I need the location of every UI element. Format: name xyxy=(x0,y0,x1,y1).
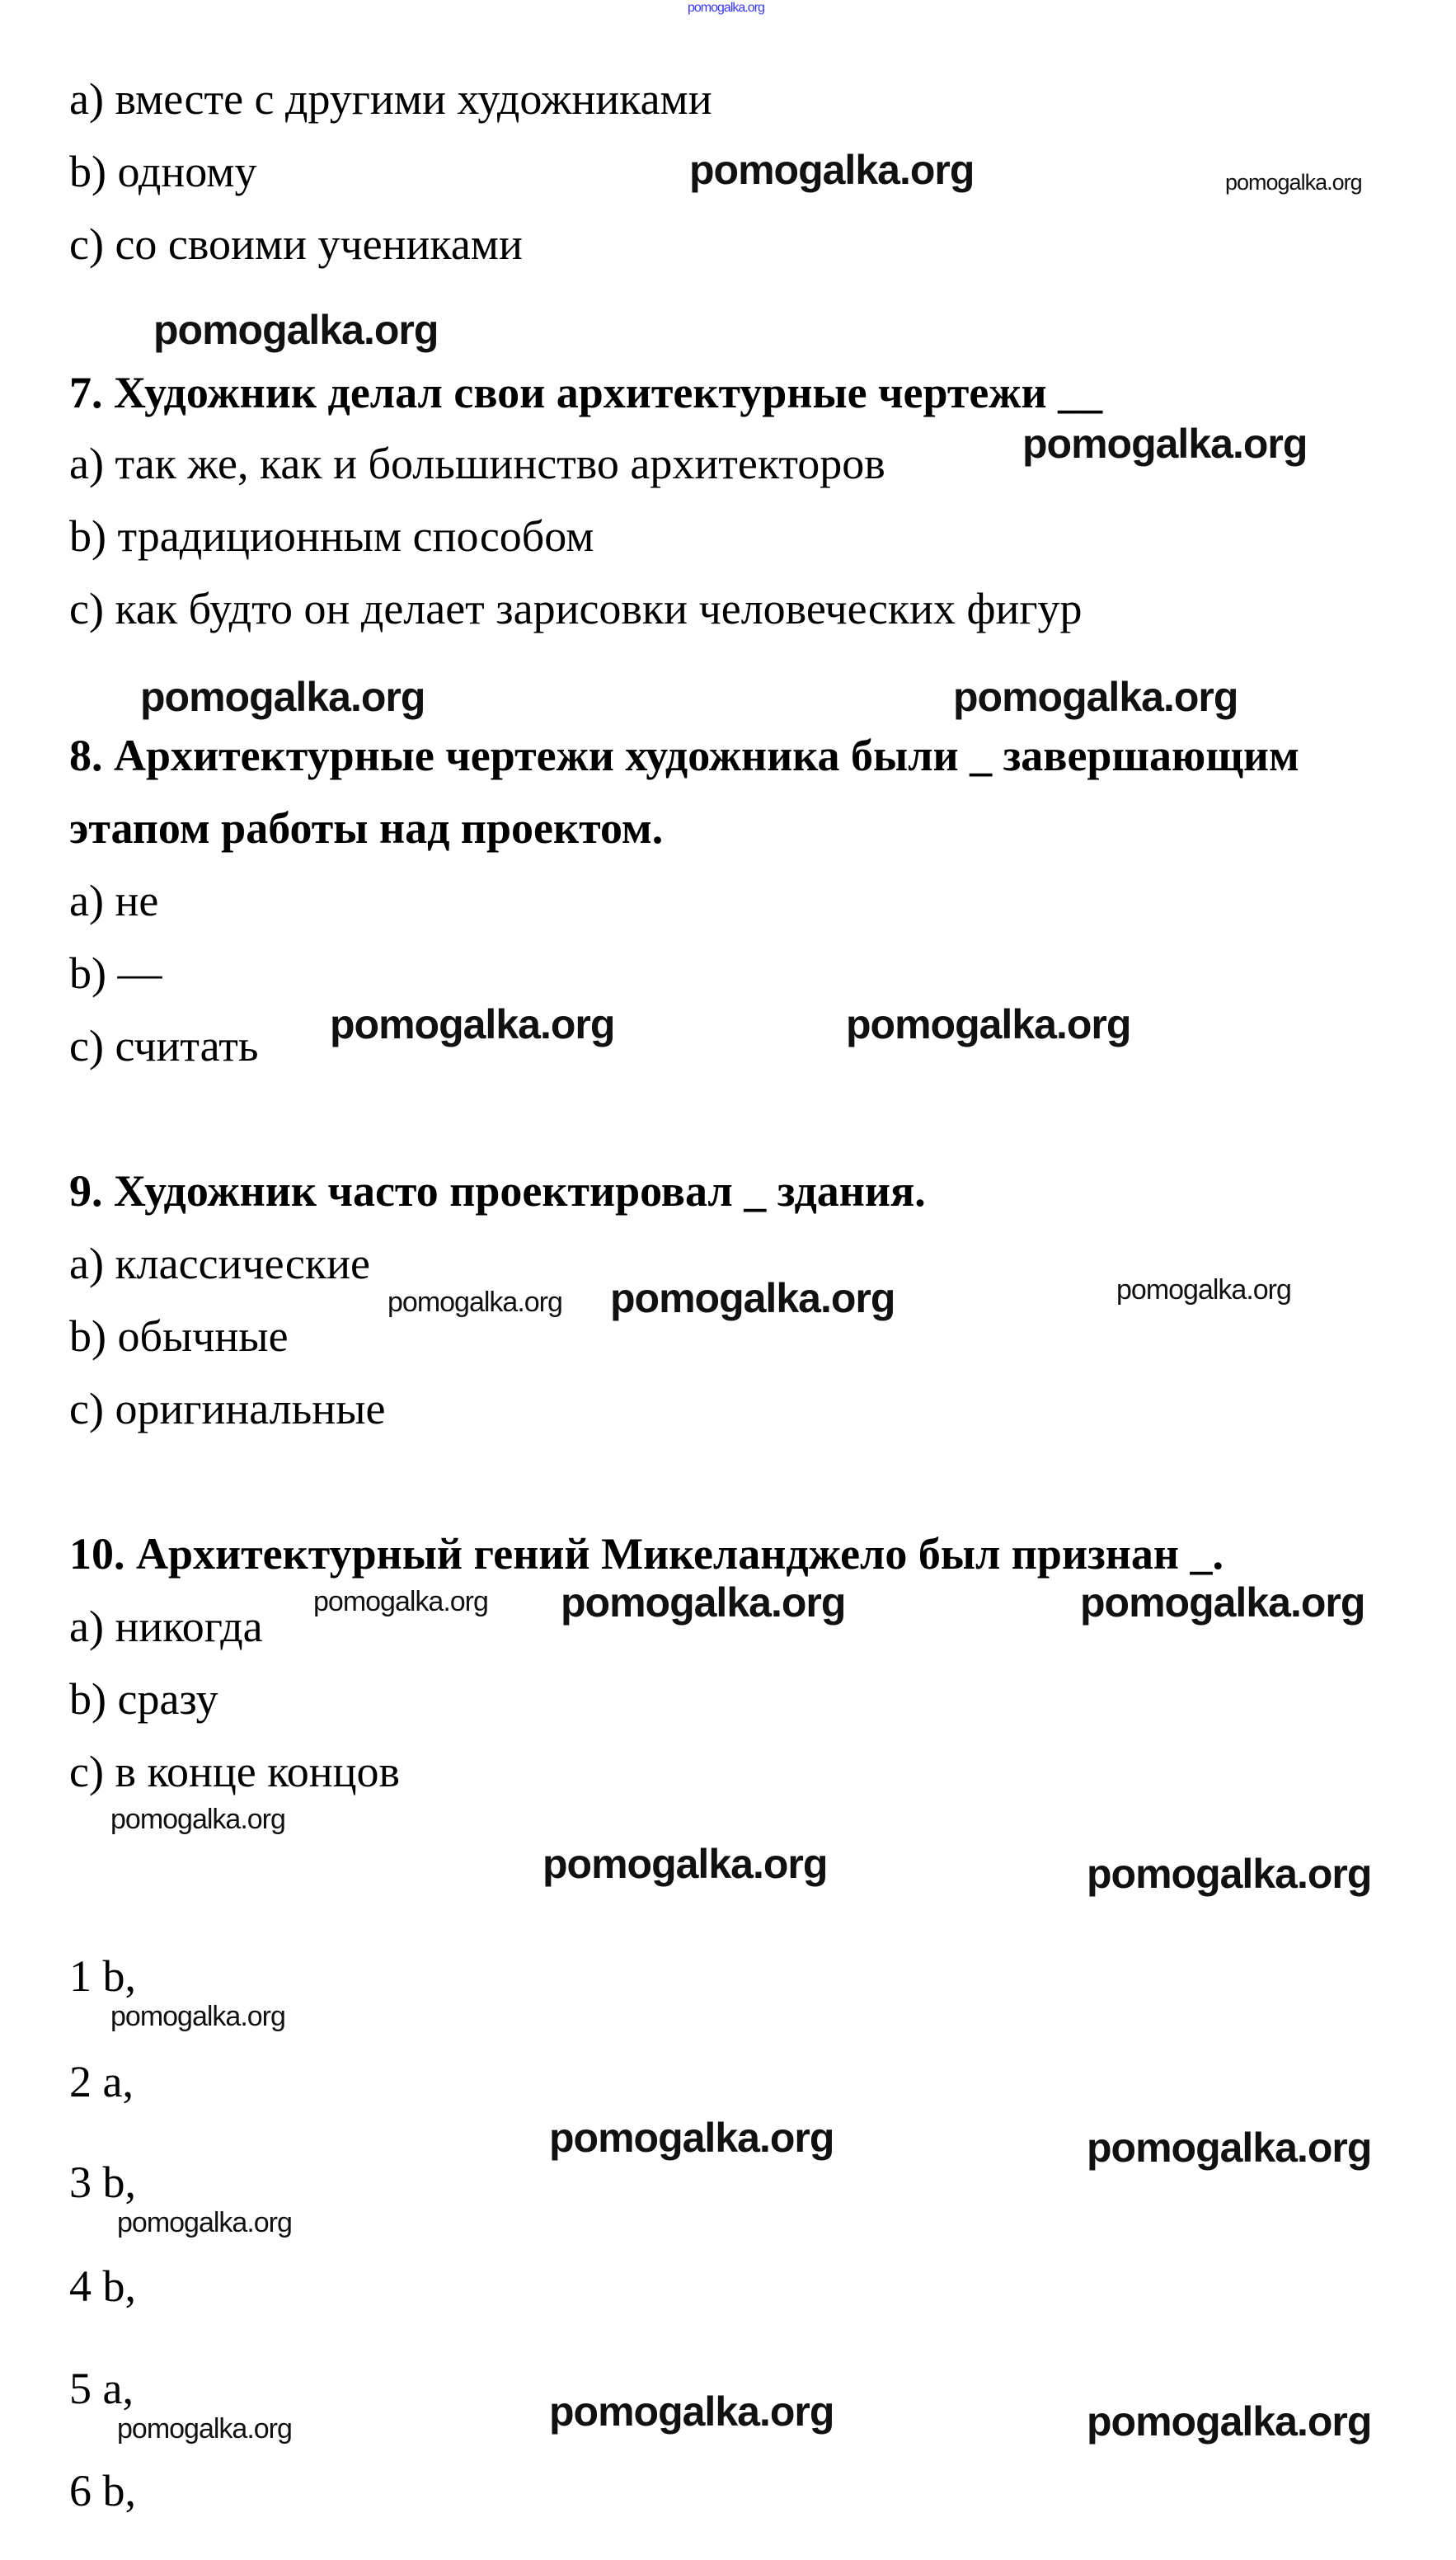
watermark: pomogalka.org xyxy=(1087,1851,1372,1897)
watermark: pomogalka.org xyxy=(140,674,425,720)
q6-option-a: a) вместе с другими художниками xyxy=(69,74,712,124)
watermark: pomogalka.org xyxy=(610,1275,895,1321)
answer-3: 3 b, xyxy=(69,2158,136,2207)
question-9: 9. Художник часто проектировал _ здания. xyxy=(69,1166,926,1216)
watermark: pomogalka.org xyxy=(1022,421,1308,467)
q9-option-c: c) оригинальные xyxy=(69,1384,386,1433)
watermark: pomogalka.org xyxy=(1087,2125,1372,2171)
watermark: pomogalka.org xyxy=(1116,1274,1291,1306)
q6-option-b: b) одному xyxy=(69,147,257,196)
q7-option-a: a) так же, как и большинство архитекторов xyxy=(69,439,885,488)
q8-option-c: c) считать xyxy=(69,1021,259,1071)
watermark: pomogalka.org xyxy=(953,674,1238,720)
watermark: pomogalka.org xyxy=(549,2115,834,2161)
watermark: pomogalka.org xyxy=(1087,2398,1372,2445)
question-7: 7. Художник делал свои архитектурные чертежи __ xyxy=(69,368,1103,417)
q10-option-a: a) никогда xyxy=(69,1602,263,1651)
q6-option-c: c) со своими учениками xyxy=(69,219,523,269)
watermark: pomogalka.org xyxy=(117,2207,292,2238)
q10-option-b: b) сразу xyxy=(69,1674,218,1724)
answer-1: 1 b, xyxy=(69,1951,136,2001)
q7-option-c: c) как будто он делает зарисовки человеческих фигур xyxy=(69,584,1083,633)
answer-4: 4 b, xyxy=(69,2261,136,2311)
watermark: pomogalka.org xyxy=(561,1579,846,1626)
watermark: pomogalka.org xyxy=(110,2001,285,2032)
watermark: pomogalka.org xyxy=(110,1804,285,1835)
watermark: pomogalka.org xyxy=(387,1287,562,1318)
watermark: pomogalka.org xyxy=(846,1001,1131,1047)
watermark: pomogalka.org xyxy=(153,307,439,353)
q10-option-c: c) в конце концов xyxy=(69,1747,400,1796)
watermark: pomogalka.org xyxy=(117,2413,292,2445)
q8-option-b: b) — xyxy=(69,948,162,998)
watermark: pomogalka.org xyxy=(542,1841,828,1887)
q9-option-b: b) обычные xyxy=(69,1311,289,1361)
watermark: pomogalka.org xyxy=(330,1001,615,1047)
question-8-line-2: этапом работы над проектом. xyxy=(69,803,664,853)
q8-option-a: a) не xyxy=(69,876,159,925)
question-10: 10. Архитектурный гений Микеланджело был признан _. xyxy=(69,1529,1224,1579)
watermark: pomogalka.org xyxy=(313,1586,488,1617)
watermark: pomogalka.org xyxy=(1080,1579,1365,1626)
answer-6: 6 b, xyxy=(69,2466,136,2515)
watermark: pomogalka.org xyxy=(549,2388,834,2435)
watermark: pomogalka.org xyxy=(689,147,975,193)
watermark: pomogalka.org xyxy=(688,1,764,15)
q9-option-a: a) классические xyxy=(69,1239,370,1288)
watermark: pomogalka.org xyxy=(1225,170,1362,195)
question-8-line-1: 8. Архитектурные чертежи художника были _ завершающим xyxy=(69,731,1299,780)
q7-option-b: b) традиционным способом xyxy=(69,511,594,561)
answer-2: 2 a, xyxy=(69,2057,134,2106)
answer-5: 5 a, xyxy=(69,2364,134,2413)
